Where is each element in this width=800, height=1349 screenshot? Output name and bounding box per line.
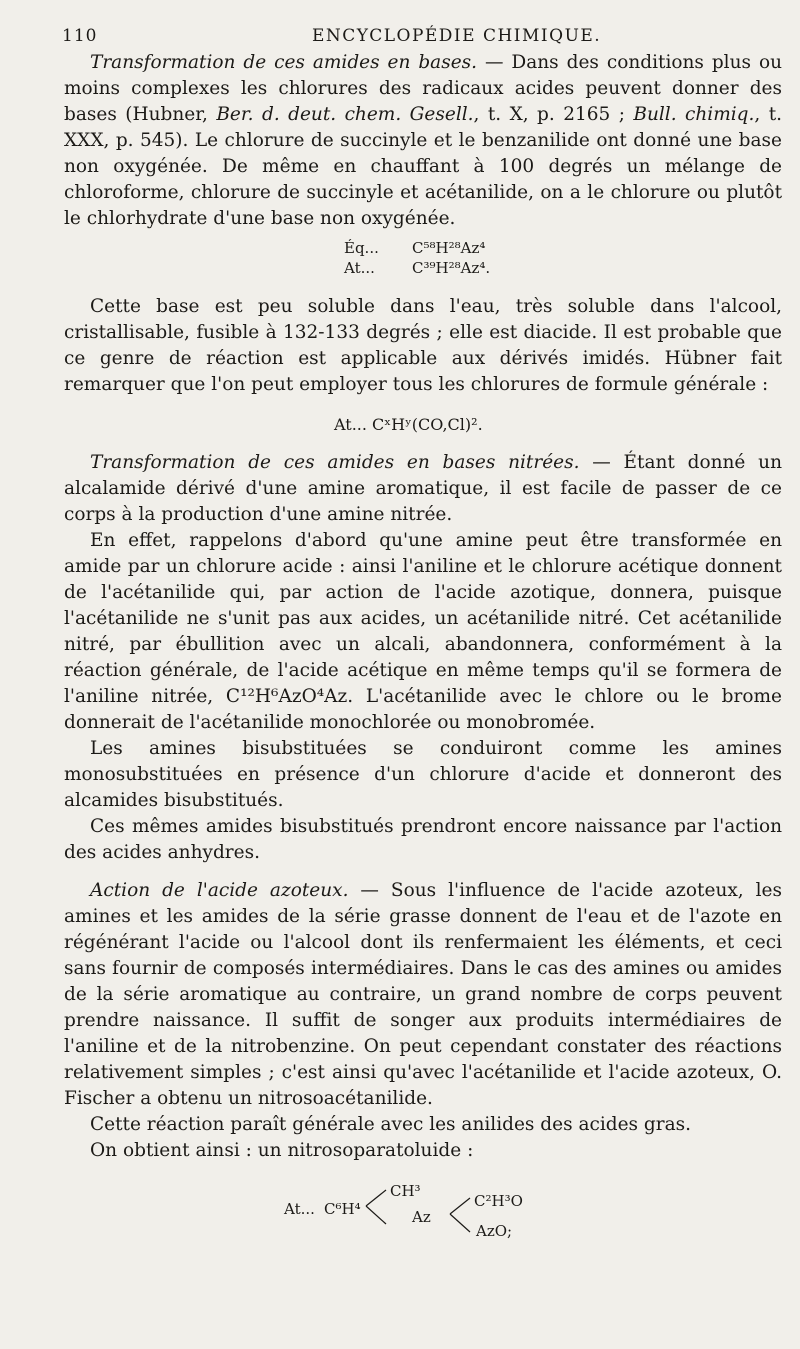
paragraph-transformation-bases bbox=[64, 50, 782, 232]
formula-right-top: C²H³O bbox=[474, 1192, 523, 1210]
paragraph-text-continued: , t. XXX, p. 545). Le chlorure de succinyle et le benzanilide ont donné une base non oxygénée. De même en chauffant à 100 degrés un mélange de chloroforme, chlorure de succinyle et acétanilide, on a le chlorure ou plutôt le chlorhydrate d'une base non oxygénée. bbox=[64, 104, 783, 229]
bond-down-left bbox=[366, 1206, 386, 1224]
formula-row-eq bbox=[344, 238, 782, 258]
formula-label-eq: Éq... bbox=[344, 239, 379, 257]
paragraph-text: — Étant donné un alcalamide dérivé d'une amine aromatique, il est facile de passer de ce corps à la production d'une amine nitrée. bbox=[64, 452, 782, 525]
formula-value-at: C³⁹H²⁸Az⁴. bbox=[412, 259, 491, 277]
bond-up-right bbox=[450, 1198, 470, 1214]
formula-general-chlorides: At... CˣHʸ(CO,Cl)². bbox=[334, 415, 483, 434]
section-title-transformation-bases: Transformation de ces amides en bases. bbox=[90, 52, 478, 73]
paragraph-anilides: Cette réaction paraît générale avec les anilides des acides gras. bbox=[90, 1114, 692, 1135]
running-head bbox=[64, 20, 782, 50]
formula-core: C⁶H⁴ bbox=[324, 1200, 361, 1218]
bond-down-right bbox=[450, 1214, 470, 1232]
formula-base-non-oxygenee bbox=[64, 238, 782, 278]
formula-row-at bbox=[344, 258, 782, 278]
paragraph-properties: Cette base est peu soluble dans l'eau, très soluble dans l'alcool, cristallisable, fusible à 132-133 degrés ; elle est diacide. Il est probable que ce genre de réaction est applicable aux dérivés imidés. Hübner fait remarquer que l'on peut employer tous les chlorures de formule générale : bbox=[64, 296, 782, 395]
paragraph-acides-anhydres: Ces mêmes amides bisubstitués prendront encore naissance par l'action des acides anhydres. bbox=[64, 816, 782, 863]
formula-middle-group: Az bbox=[412, 1208, 431, 1226]
paragraph-text: — Sous l'influence de l'acide azoteux, les amines et les amides de la série grasse donnent de l'eau et de l'azote en régénérant l'acide ou l'alcool dont ils renfermaient les éléments, et ceci sans fournir de composés intermédiaires. Dans le cas des amines ou amides de la série aromatique au contraire, un grand nombre de corps peuvent prendre naissance. Il suffit de songer aux produits intermédiaires de l'aniline et de la nitrobenzine. On peut cependant constater des réactions relativement simples ; c'est ainsi qu'avec l'acétanilide et l'acide azoteux, O. Fischer a obtenu un nitrosoacétanilide. bbox=[64, 880, 782, 1109]
formula-value-eq: C⁵⁸H²⁸Az⁴ bbox=[412, 239, 486, 257]
formula-right-bottom: AzO; bbox=[476, 1222, 513, 1240]
paragraph-aniline-nitree: En effet, rappelons d'abord qu'une amine peut être transformée en amide par un chlorure acide : ainsi l'aniline et le chlorure acétique donnent de l'acétanilide qui, par action de l'acide azotique, donnera, puisque l'acétanilide ne s'unit pas aux acides, un acétanilide nitré. Cet acétanilide nitré, par ébullition avec un alcali, abandonnera, conformément à la réaction générale, de l'acide acétique en même temps qu'il se formera de l'aniline nitrée, C¹²H⁶AzO⁴Az. L'acétanilide avec le chlore ou le brome donnerait de l'acétanilide monochlorée ou monobromée. bbox=[64, 530, 782, 733]
formula-nitrosoparatoluide bbox=[64, 1174, 782, 1240]
paragraph-amines-bisubstituees: Les amines bisubstituées se conduiront comme les amines monosubstituées en présence d'un chlorure d'acide et donneront des alcamides bisubstitués. bbox=[64, 738, 782, 811]
formula-label-at: At... bbox=[344, 259, 375, 277]
body-text bbox=[64, 50, 782, 1240]
paragraph-nitrosoparatoluide: On obtient ainsi : un nitrosoparatoluide : bbox=[90, 1140, 474, 1161]
bond-up-left bbox=[366, 1190, 386, 1206]
paragraph-bases-nitrees bbox=[64, 450, 782, 528]
section-title-acide-azoteux: Action de l'acide azoteux. bbox=[90, 880, 349, 901]
paragraph-acide-azoteux bbox=[64, 878, 782, 1112]
formula-label: At... bbox=[284, 1200, 315, 1218]
page-number: 110 bbox=[62, 26, 98, 46]
paragraph-text: — Dans des conditions plus ou moins complexes les chlorures des radicaux acides peuvent donner des bases (Hubner, bbox=[64, 52, 782, 125]
reference-text: , t. X, p. 2165 ; bbox=[473, 104, 634, 125]
formula-top-group: CH³ bbox=[390, 1182, 421, 1200]
journal-reference-2: Bull. chimiq. bbox=[633, 104, 755, 125]
book-title: ENCYCLOPÉDIE CHIMIQUE. bbox=[312, 26, 602, 46]
section-title-bases-nitrees: Transformation de ces amides en bases nitrées. bbox=[90, 452, 580, 473]
journal-reference: Ber. d. deut. chem. Gesell. bbox=[216, 104, 474, 125]
